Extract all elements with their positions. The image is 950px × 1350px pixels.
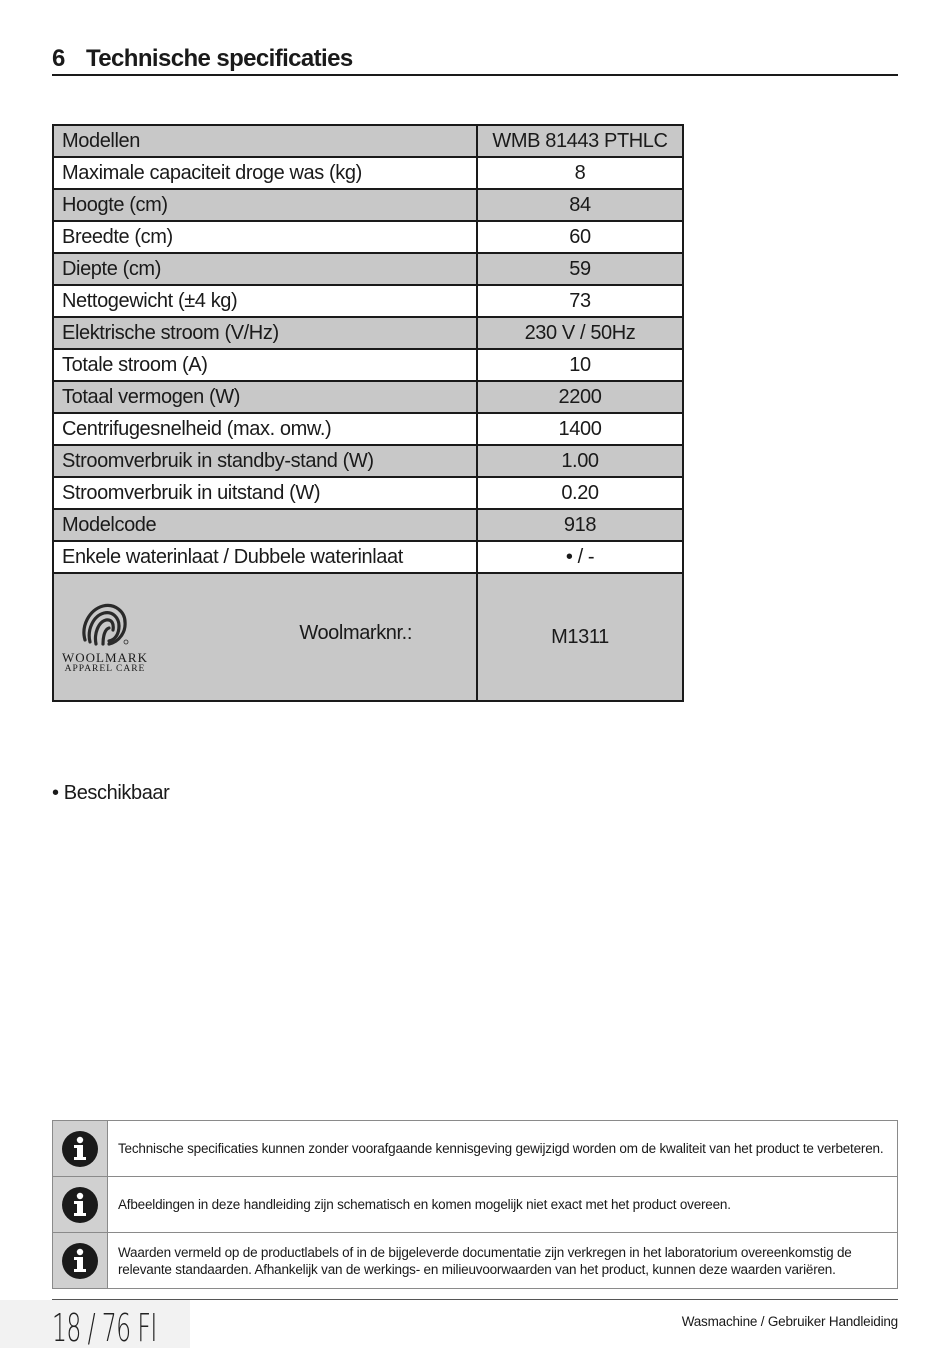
table-row <box>53 477 683 509</box>
row-label: Modellen <box>53 125 477 157</box>
note-text: Technische specificaties kunnen zonder voorafgaande kennisgeving gewijzigd worden om de kwaliteit van het product te verbeteren. <box>108 1121 898 1177</box>
table-row <box>53 157 683 189</box>
footer-title: Wasmachine / Gebruiker Handleiding <box>681 1314 898 1329</box>
row-value: 0.20 <box>477 477 683 509</box>
note-text: Waarden vermeld op de productlabels of in de bijgeleverde documentatie zijn verkregen in het laboratorium overeenkomstig de relevante standaarden. Afhankelijk van de werkings- en milieuvoorwaarden van het product, kunnen deze waarden variëren. <box>108 1233 898 1289</box>
woolmark-brand: WOOLMARK <box>62 650 148 665</box>
row-value: 60 <box>477 221 683 253</box>
legend-text: • Beschikbaar <box>52 782 170 804</box>
section-number: 6 <box>52 45 65 72</box>
note-row <box>53 1121 898 1177</box>
row-value: 918 <box>477 509 683 541</box>
woolmark-sub: APPAREL CARE <box>64 664 146 674</box>
spec-table <box>52 124 684 702</box>
row-label: Breedte (cm) <box>53 221 477 253</box>
woolmark-cell <box>53 573 477 701</box>
row-value: • / - <box>477 541 683 573</box>
row-value: 1400 <box>477 413 683 445</box>
row-label: Maximale capaciteit droge was (kg) <box>53 157 477 189</box>
note-icon-cell <box>53 1233 108 1289</box>
row-value: 84 <box>477 189 683 221</box>
row-value: WMB 81443 PTHLC <box>477 125 683 157</box>
woolmark-label: Woolmarknr.: <box>299 622 412 644</box>
row-label: Elektrische stroom (V/Hz) <box>53 317 477 349</box>
table-row <box>53 445 683 477</box>
row-label: Totale stroom (A) <box>53 349 477 381</box>
row-label: Centrifugesnelheid (max. omw.) <box>53 413 477 445</box>
table-row <box>53 125 683 157</box>
footer-divider <box>52 1299 898 1300</box>
woolmark-logo <box>60 600 150 675</box>
table-row <box>53 349 683 381</box>
row-label: Modelcode <box>53 509 477 541</box>
info-icon <box>61 1186 99 1224</box>
note-row <box>53 1177 898 1233</box>
note-icon-cell <box>53 1121 108 1177</box>
row-label: Diepte (cm) <box>53 253 477 285</box>
info-icon <box>61 1242 99 1280</box>
row-value: 10 <box>477 349 683 381</box>
table-row <box>53 221 683 253</box>
table-row <box>53 285 683 317</box>
note-text: Afbeeldingen in deze handleiding zijn schematisch en komen mogelijk niet exact met het product overeen. <box>108 1177 898 1233</box>
row-value: 1.00 <box>477 445 683 477</box>
row-value: 2200 <box>477 381 683 413</box>
row-value: 230 V / 50Hz <box>477 317 683 349</box>
row-value: 73 <box>477 285 683 317</box>
page-number: 18 / 76 FI <box>52 1306 157 1350</box>
row-label: Stroomverbruik in standby-stand (W) <box>53 445 477 477</box>
table-row <box>53 381 683 413</box>
woolmark-value: M1311 <box>477 573 683 701</box>
row-label: Hoogte (cm) <box>53 189 477 221</box>
table-row <box>53 413 683 445</box>
notes-table <box>52 1120 898 1289</box>
table-row <box>53 509 683 541</box>
info-icon <box>61 1130 99 1168</box>
table-row <box>53 253 683 285</box>
note-icon-cell <box>53 1177 108 1233</box>
woolmark-row <box>53 573 683 701</box>
table-row <box>53 541 683 573</box>
row-value: 59 <box>477 253 683 285</box>
note-row <box>53 1233 898 1289</box>
table-row <box>53 189 683 221</box>
row-label: Enkele waterinlaat / Dubbele waterinlaat <box>53 541 477 573</box>
table-row <box>53 317 683 349</box>
section-title: Technische specificaties <box>86 45 353 72</box>
row-label: Totaal vermogen (W) <box>53 381 477 413</box>
section-header <box>52 44 898 76</box>
row-label: Stroomverbruik in uitstand (W) <box>53 477 477 509</box>
woolmark-icon <box>79 600 131 648</box>
row-label: Nettogewicht (±4 kg) <box>53 285 477 317</box>
row-value: 8 <box>477 157 683 189</box>
